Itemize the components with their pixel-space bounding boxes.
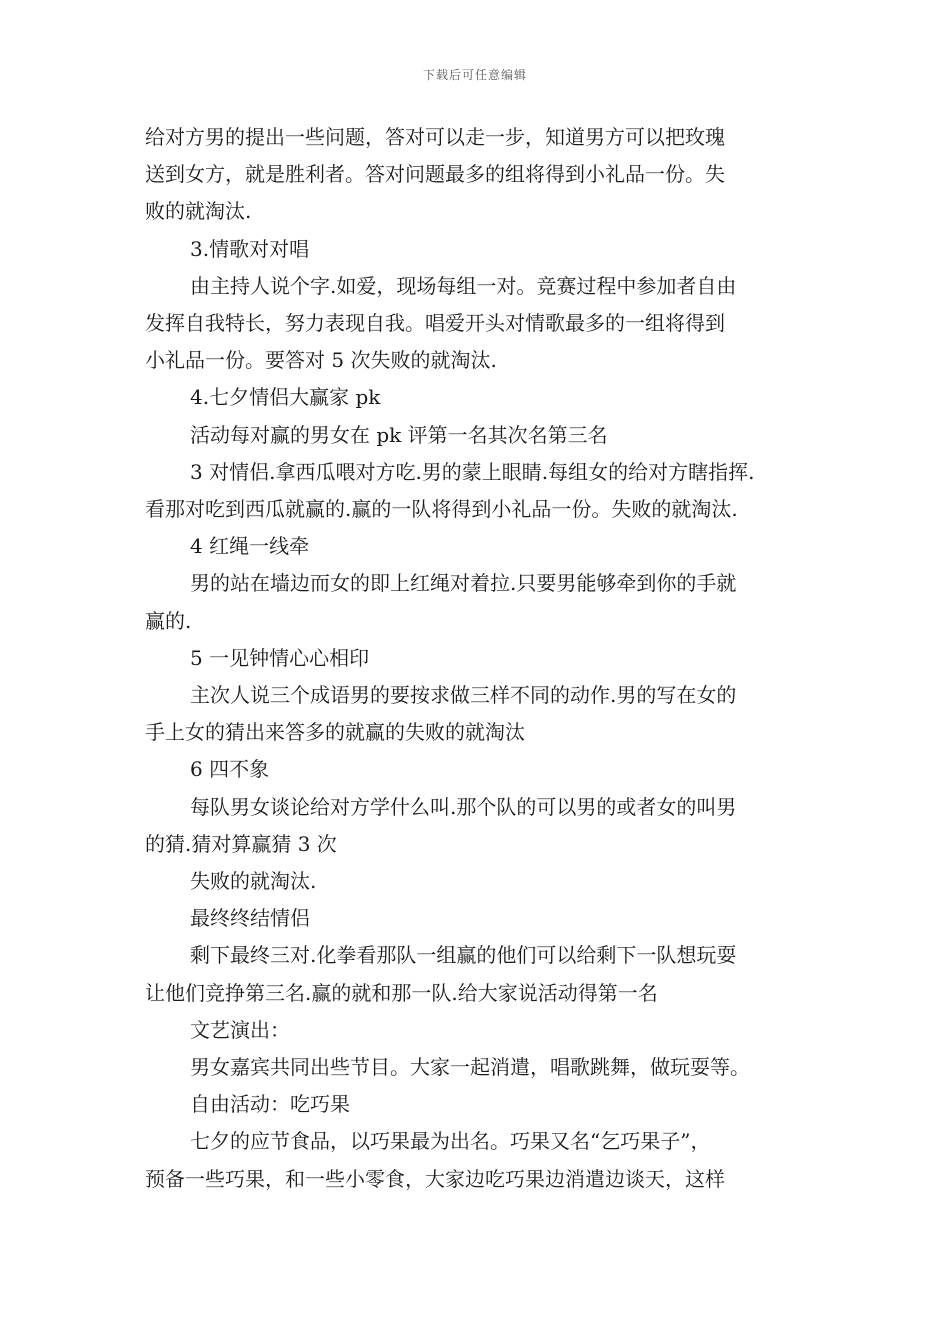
text-line: 的猜.猜对算赢猜 3 次 (145, 831, 337, 856)
text-line: 赢的. (145, 608, 192, 633)
text-line: 看那对吃到西瓜就赢的.赢的一队将得到小礼品一份。失败的就淘汰. (145, 497, 738, 522)
text-line: 3 对情侣.拿西瓜喂对方吃.男的蒙上眼睛.每组女的给对方瞎指挥. (190, 459, 755, 484)
text-line: 男的站在墙边而女的即上红绳对着拉.只要男能够牵到你的手就 (190, 571, 737, 596)
text-line: 最终终结情侣 (190, 906, 310, 931)
text-line: 3.情歌对对唱 (190, 236, 310, 261)
text-line: 4 红绳一线牵 (190, 534, 310, 559)
text-line: 让他们竞挣第三名.赢的就和那一队.给大家说活动得第一名 (145, 980, 658, 1005)
text-line: 由主持人说个字.如爱，现场每组一对。竞赛过程中参加者自由 (190, 273, 737, 298)
document-body (145, 119, 810, 1198)
text-line: 败的就淘汰. (145, 199, 252, 224)
text-line: 给对方男的提出一些问题，答对可以走一步，知道男方可以把玫瑰 (145, 125, 725, 149)
text-line: 发挥自我特长，努力表现自我。唱爱开头对情歌最多的一组将得到 (145, 311, 725, 336)
text-line: 自由活动：吃巧果 (190, 1092, 350, 1117)
text-line: 七夕的应节食品，以巧果最为出名。巧果又名“乞巧果子”， (190, 1129, 711, 1154)
text-line: 主次人说三个成语男的要按求做三样不同的动作.男的写在女的 (190, 683, 737, 708)
text-line: 5 一见钟情心心相印 (190, 645, 370, 670)
page-header: 下载后可任意编辑 (422, 68, 527, 82)
text-line: 预备一些巧果，和一些小零食，大家边吃巧果边消遣边谈天，这样 (145, 1166, 725, 1191)
text-line: 送到女方，就是胜利者。答对问题最多的组将得到小礼品一份。失 (145, 162, 725, 187)
text-line: 每队男女谈论给对方学什么叫.那个队的可以男的或者女的叫男 (190, 794, 737, 819)
text-line: 剩下最终三对.化拳看那队一组赢的他们可以给剩下一队想玩耍 (190, 943, 737, 968)
text-line: 4.七夕情侣大赢家 pk (190, 385, 381, 410)
text-line: 活动每对赢的男女在 pk 评第一名其次名第三名 (190, 422, 608, 447)
text-line: 小礼品一份。要答对 5 次失败的就淘汰. (145, 348, 497, 373)
text-line: 手上女的猜出来答多的就赢的失败的就淘汰 (145, 720, 525, 745)
text-line: 文艺演出： (190, 1017, 290, 1042)
text-line: 男女嘉宾共同出些节目。大家一起消遣，唱歌跳舞，做玩耍等。 (190, 1055, 750, 1080)
text-line: 6 四不象 (190, 757, 270, 782)
text-line: 失败的就淘汰. (190, 869, 317, 894)
